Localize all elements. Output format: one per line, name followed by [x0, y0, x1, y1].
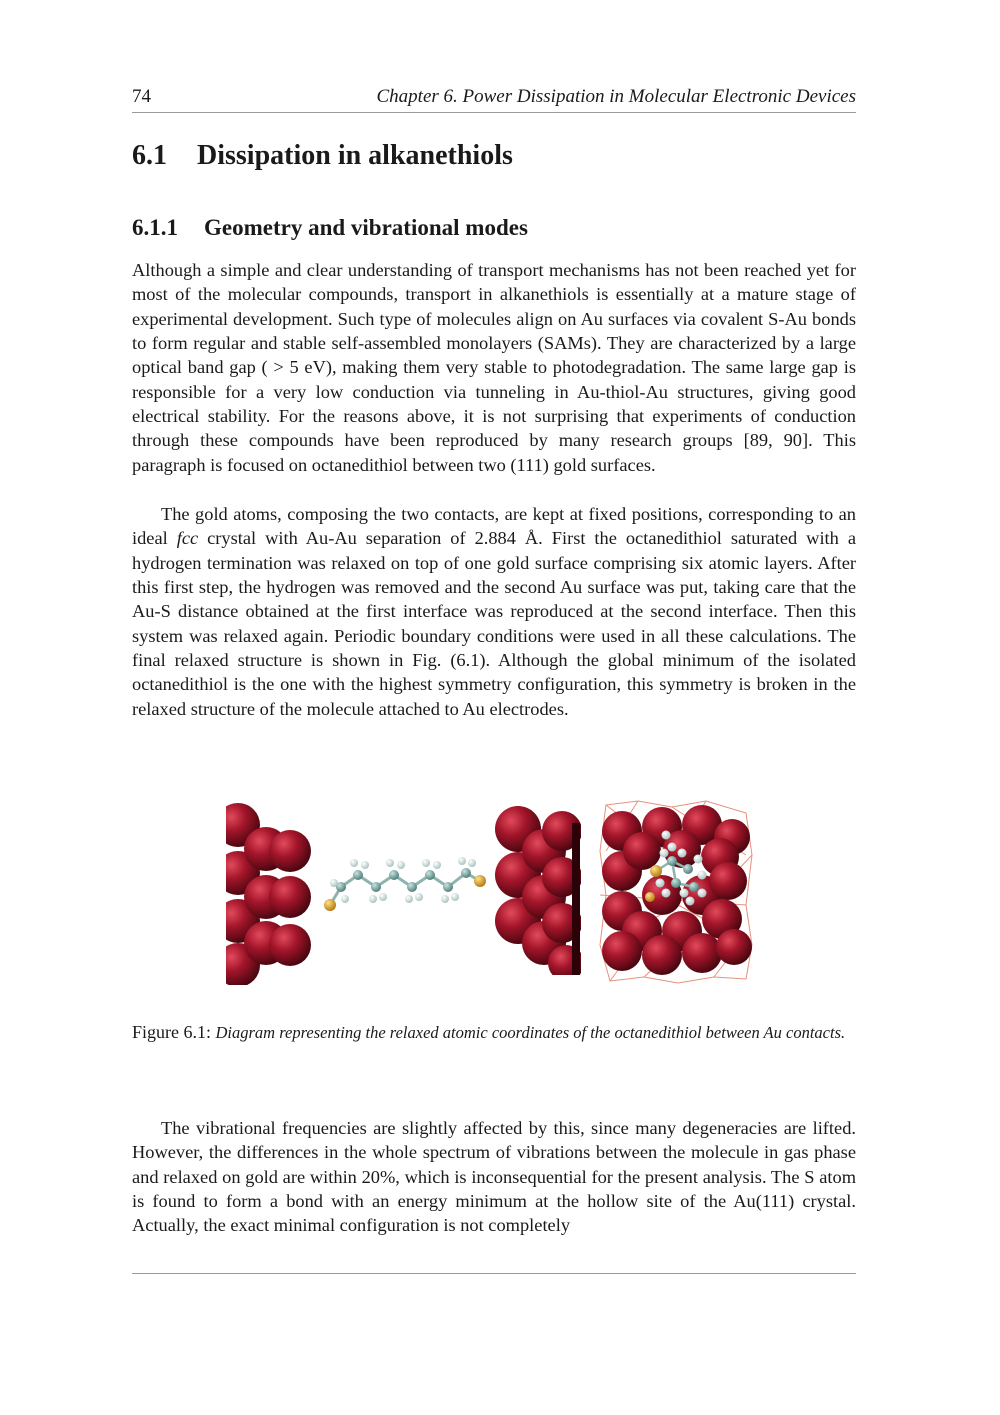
- figure-caption: [132, 1020, 856, 1045]
- figure-6-1: [226, 795, 756, 985]
- left-gold-electrode: [226, 803, 311, 985]
- electrode-top-view: [600, 801, 752, 983]
- section-heading: [132, 140, 513, 172]
- footer-rule: [132, 1273, 856, 1274]
- paragraph-2-start: The gold atoms, composing the two contacts, are kept at fixed positions, corresponding to an ideal: [132, 504, 856, 549]
- subsection-number: 6.1.1: [132, 215, 178, 240]
- chapter-title: Chapter 6. Power Dissipation in Molecular Electronic Devices: [376, 86, 856, 107]
- paragraph-2-end: crystal with Au-Au separation of 2.884 Å. First the octanedithiol saturated with a hydrogen termination was relaxed on top of one gold surface comprising six atomic layers. After this first step, the hydrogen was removed and the second Au surface was put, taking care that the Au-S distance obtained at the first interface was reproduced at the second interface. Then this system was relaxed again. Periodic boundary conditions were used in all these calculations. The final relaxed structure is shown in Fig. (6.1). Although the global minimum of the isolated octanedithiol is the one with the highest symmetry configuration, this symmetry is broken in the relaxed structure of the molecule attached to Au electrodes.: [132, 528, 856, 719]
- paragraph-3: The vibrational frequencies are slightly affected by this, since many degeneracies are lifted. However, the differences in the whole spectrum of vibrations between the molecule in gas phase and relaxed on gold are within 20%, which is inconsequential for the present analysis. The S atom is found to form a bond with an energy minimum at the hollow site of the Au(111) crystal. Actually, the exact minimal configuration is not completely: [132, 1118, 856, 1236]
- figure-caption-text: Diagram representing the relaxed atomic coordinates of the octanedithiol between Au contacts.: [215, 1023, 846, 1042]
- subsection-heading: [132, 215, 528, 241]
- section-title: Dissipation in alkanethiols: [197, 140, 513, 171]
- right-gold-electrode: [495, 806, 584, 981]
- running-head: [132, 86, 856, 113]
- page-number: 74: [132, 86, 151, 107]
- octanedithiol-molecule: [324, 857, 486, 911]
- section-number: 6.1: [132, 140, 167, 171]
- subsection-title: Geometry and vibrational modes: [204, 215, 528, 240]
- paragraph-2: [132, 502, 856, 721]
- fcc-term: fcc: [176, 528, 199, 549]
- paragraph-1: Although a simple and clear understanding of transport mechanisms has not been reached yet for most of the molecular compounds, transport in alkanethiols is essentially at a mature stage of experimental development. Such type of molecules align on Au surfaces via covalent S-Au bonds to form regular and stable self-assembled monolayers (SAMs). They are characterized by a large optical band gap ( > 5 eV), making them very stable to photodegradation. The same large gap is responsible for a very low conduction via tunneling in Au-thiol-Au structures, giving good electrical stability. For the reasons above, it is not surprising that experiments of conduction through these compounds have been reproduced by many research groups [89, 90]. This paragraph is focused on octanedithiol between two (111) gold surfaces.: [132, 260, 856, 475]
- figure-label: Figure 6.1:: [132, 1022, 211, 1042]
- molecular-structure-image: [226, 795, 756, 985]
